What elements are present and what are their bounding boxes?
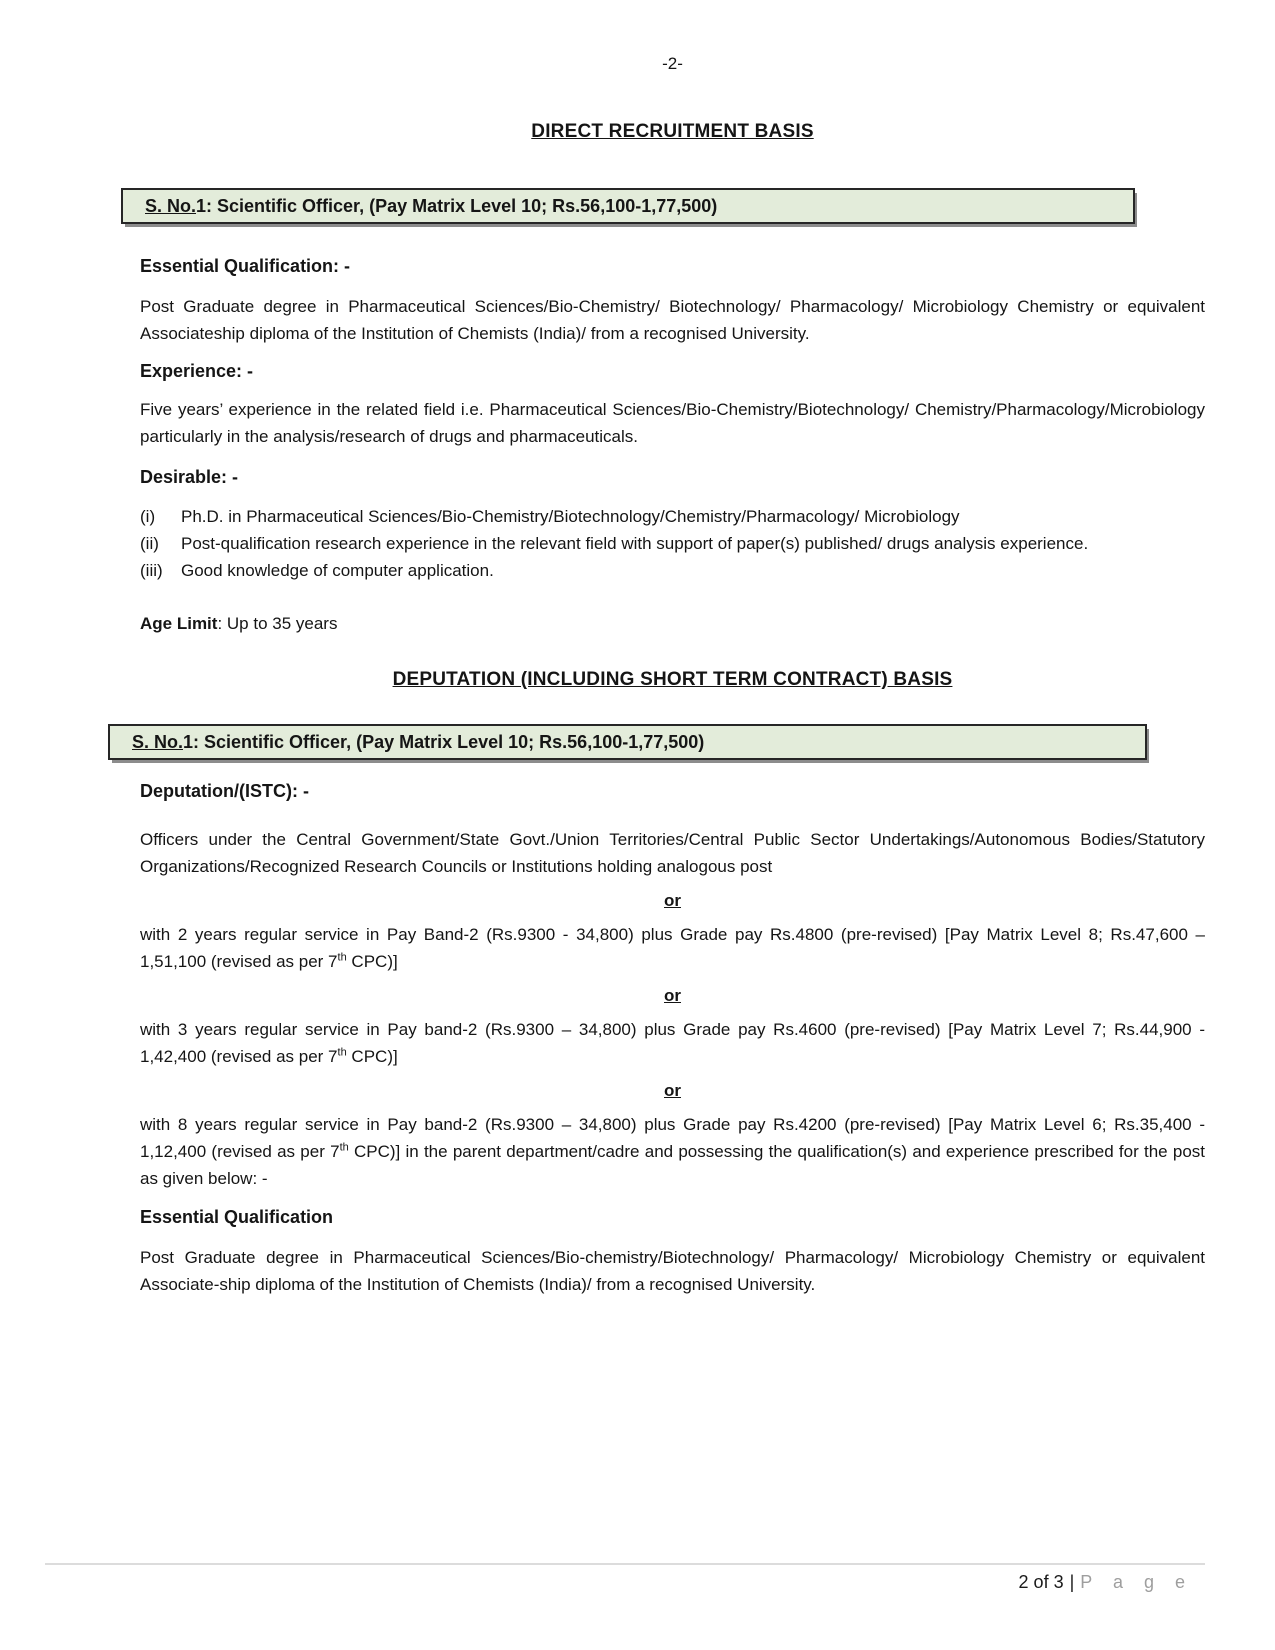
age-limit-value: : Up to 35 years bbox=[217, 614, 338, 633]
option-text: with 2 years regular service in Pay Band-2 (Rs.9300 - 34,800) plus Grade pay Rs.4800 (pre-revised) [Pay Matrix Level 8; Rs.47,600 – 1,51,100 (revised as per 7 bbox=[140, 925, 1205, 971]
age-limit-line bbox=[140, 610, 1205, 637]
page-number: -2- bbox=[662, 54, 683, 73]
footer-page-word: P a g e bbox=[1080, 1572, 1193, 1592]
list-item-marker: (iii) bbox=[140, 561, 163, 580]
ordinal-superscript: th bbox=[337, 1046, 347, 1059]
list-item-text: Good knowledge of computer application. bbox=[181, 561, 494, 580]
list-item-marker: (ii) bbox=[140, 534, 159, 553]
option-text: with 8 years regular service in Pay band-2 (Rs.9300 – 34,800) plus Grade pay Rs.4200 (pre-revised) [Pay Matrix Level 6; Rs.35,400 - 1,12,400 (revised as per 7 bbox=[140, 1115, 1205, 1161]
deputation-istc-text: Officers under the Central Government/State Govt./Union Territories/Central Public Sector Undertakings/Autonomous Bodies/Statutory Organizations/Recognized Research Councils or Institutions holding analogous post bbox=[140, 830, 1205, 876]
post-serial-label: S. No. bbox=[145, 196, 197, 216]
ordinal-superscript: th bbox=[339, 1141, 349, 1154]
essential-qualification-deputation-text: Post Graduate degree in Pharmaceutical Sciences/Bio-chemistry/Biotechnology/ Pharmacology/ Microbiology Chemistry or equivalent Associate-ship diploma of the Institution of Chemists (India)/ from a recognised University. bbox=[140, 1248, 1205, 1294]
heading-deputation-istc: Deputation/(ISTC): - bbox=[140, 781, 309, 801]
list-item-text: Ph.D. in Pharmaceutical Sciences/Bio-Chemistry/Biotechnology/Chemistry/Pharmacology/ Microbiology bbox=[181, 507, 960, 526]
or-separator: or bbox=[664, 1081, 681, 1100]
post-serial-label: S. No. bbox=[132, 732, 184, 752]
post-title: 1: Scientific Officer, (Pay Matrix Level 10; Rs.56,100-1,77,500) bbox=[196, 196, 718, 216]
footer-separator: | bbox=[1069, 1572, 1075, 1592]
list-item bbox=[140, 530, 1205, 557]
option-text: CPC)] bbox=[346, 952, 398, 971]
deputation-option-1 bbox=[140, 921, 1205, 975]
footer-rule bbox=[45, 1563, 1205, 1565]
post-title-box-deputation bbox=[108, 724, 1147, 760]
post-title: 1: Scientific Officer, (Pay Matrix Level 10; Rs.56,100-1,77,500) bbox=[183, 732, 705, 752]
list-item bbox=[140, 503, 1205, 530]
or-separator: or bbox=[664, 986, 681, 1005]
option-text: CPC)] in the parent department/cadre and possessing the qualification(s) and experience prescribed for the post as given below: - bbox=[140, 1142, 1205, 1188]
age-limit-label: Age Limit bbox=[140, 614, 218, 633]
desirable-list bbox=[140, 503, 1205, 584]
experience-text: Five years’ experience in the related field i.e. Pharmaceutical Sciences/Bio-Chemistry/Biotechnology/ Chemistry/Pharmacology/Microbiology particularly in the analysis/research of drugs and pharmaceuticals. bbox=[140, 400, 1205, 446]
heading-essential-qualification-deputation: Essential Qualification bbox=[140, 1207, 334, 1227]
ordinal-superscript: th bbox=[337, 951, 347, 964]
heading-experience: Experience: - bbox=[140, 361, 254, 381]
list-item-marker: (i) bbox=[140, 507, 156, 526]
post-title-box-direct bbox=[121, 188, 1135, 224]
footer-page-indicator bbox=[1019, 1570, 1193, 1594]
essential-qualification-text: Post Graduate degree in Pharmaceutical Sciences/Bio-Chemistry/ Biotechnology/ Pharmacology/ Microbiology Chemistry or equivalent Associateship diploma of the Institution of Chemists (India)/ from a recognised University. bbox=[140, 297, 1205, 343]
list-item bbox=[140, 557, 1205, 584]
or-separator: or bbox=[664, 891, 681, 910]
heading-direct-recruitment: DIRECT RECRUITMENT BASIS bbox=[531, 121, 814, 142]
footer-page-number: 2 of 3 bbox=[1018, 1572, 1064, 1592]
deputation-option-2 bbox=[140, 1016, 1205, 1070]
heading-deputation: DEPUTATION (INCLUDING SHORT TERM CONTRACT) BASIS bbox=[392, 669, 953, 690]
deputation-option-3 bbox=[140, 1111, 1205, 1192]
option-text: CPC)] bbox=[346, 1047, 398, 1066]
heading-essential-qualification: Essential Qualification: - bbox=[140, 256, 351, 276]
list-item-text: Post-qualification research experience in the relevant field with support of paper(s) published/ drugs analysis experience. bbox=[181, 534, 1089, 553]
heading-desirable: Desirable: - bbox=[140, 467, 239, 487]
option-text: with 3 years regular service in Pay band-2 (Rs.9300 – 34,800) plus Grade pay Rs.4600 (pre-revised) [Pay Matrix Level 7; Rs.44,900 - 1,42,400 (revised as per 7 bbox=[140, 1020, 1205, 1066]
